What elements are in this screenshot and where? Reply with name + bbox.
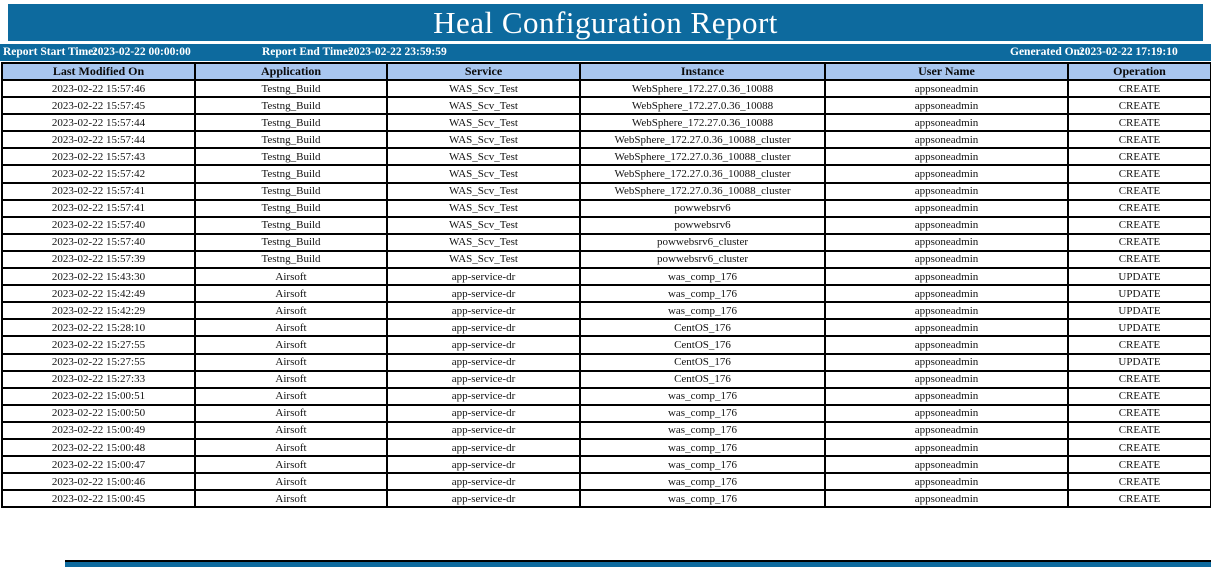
cell: WebSphere_172.27.0.36_10088_cluster (580, 165, 825, 182)
cell: Airsoft (195, 490, 387, 507)
cell: WAS_Scv_Test (387, 217, 580, 234)
cell: app-service-dr (387, 456, 580, 473)
cell: Airsoft (195, 268, 387, 285)
cell: 2023-02-22 15:00:51 (2, 388, 195, 405)
cell: UPDATE (1068, 302, 1211, 319)
cell: WAS_Scv_Test (387, 234, 580, 251)
cell: app-service-dr (387, 405, 580, 422)
table-row (2, 405, 1211, 422)
cell: appsoneadmin (825, 268, 1068, 285)
cell: 2023-02-22 15:57:45 (2, 97, 195, 114)
cell: app-service-dr (387, 439, 580, 456)
cell: CREATE (1068, 371, 1211, 388)
cell: 2023-02-22 15:57:44 (2, 114, 195, 131)
cell: Airsoft (195, 319, 387, 336)
cell: Testng_Build (195, 183, 387, 200)
column-header-operation: Operation (1068, 63, 1211, 80)
cell: Testng_Build (195, 200, 387, 217)
cell: appsoneadmin (825, 371, 1068, 388)
table-row (2, 80, 1211, 97)
cell: Testng_Build (195, 251, 387, 268)
generated-on-label: Generated On: (1010, 46, 1084, 58)
cell: CREATE (1068, 217, 1211, 234)
cell: 2023-02-22 15:00:46 (2, 473, 195, 490)
cell: CREATE (1068, 80, 1211, 97)
cell: CREATE (1068, 114, 1211, 131)
cell: WAS_Scv_Test (387, 183, 580, 200)
cell: appsoneadmin (825, 456, 1068, 473)
cell: 2023-02-22 15:57:39 (2, 251, 195, 268)
cell: was_comp_176 (580, 302, 825, 319)
table-row (2, 97, 1211, 114)
cell: UPDATE (1068, 319, 1211, 336)
cell: CentOS_176 (580, 319, 825, 336)
cell: Testng_Build (195, 217, 387, 234)
cell: Airsoft (195, 439, 387, 456)
cell: Airsoft (195, 336, 387, 353)
cell: CREATE (1068, 490, 1211, 507)
cell: 2023-02-22 15:42:49 (2, 285, 195, 302)
column-header-user-name: User Name (825, 63, 1068, 80)
cell: Airsoft (195, 473, 387, 490)
cell: 2023-02-22 15:57:44 (2, 131, 195, 148)
cell: 2023-02-22 15:00:47 (2, 456, 195, 473)
cell: 2023-02-22 15:00:49 (2, 422, 195, 439)
cell: UPDATE (1068, 285, 1211, 302)
cell: CREATE (1068, 183, 1211, 200)
cell: Testng_Build (195, 80, 387, 97)
cell: WebSphere_172.27.0.36_10088_cluster (580, 148, 825, 165)
cell: CentOS_176 (580, 336, 825, 353)
cell: CREATE (1068, 422, 1211, 439)
table-row (2, 319, 1211, 336)
cell: appsoneadmin (825, 148, 1068, 165)
cell: app-service-dr (387, 354, 580, 371)
cell: Airsoft (195, 302, 387, 319)
cell: CREATE (1068, 388, 1211, 405)
cell: Airsoft (195, 371, 387, 388)
cell: 2023-02-22 15:57:40 (2, 217, 195, 234)
cell: WebSphere_172.27.0.36_10088_cluster (580, 183, 825, 200)
cell: appsoneadmin (825, 131, 1068, 148)
cell: appsoneadmin (825, 200, 1068, 217)
column-header-instance: Instance (580, 63, 825, 80)
cell: 2023-02-22 15:28:10 (2, 319, 195, 336)
cell: 2023-02-22 15:57:42 (2, 165, 195, 182)
table-row (2, 302, 1211, 319)
table-row (2, 217, 1211, 234)
cell: appsoneadmin (825, 114, 1068, 131)
cell: Airsoft (195, 422, 387, 439)
table-row (2, 285, 1211, 302)
table-header (2, 63, 1211, 80)
cell: appsoneadmin (825, 490, 1068, 507)
report-end-time-label: Report End Time: (262, 46, 352, 58)
report-start-time-value: 2023-02-22 00:00:00 (92, 46, 191, 58)
cell: Airsoft (195, 388, 387, 405)
cell: appsoneadmin (825, 302, 1068, 319)
report-start-time-label: Report Start Time: (3, 46, 98, 58)
table-row (2, 371, 1211, 388)
cell: Airsoft (195, 405, 387, 422)
cell: Testng_Build (195, 148, 387, 165)
cell: app-service-dr (387, 422, 580, 439)
cell: WAS_Scv_Test (387, 114, 580, 131)
cell: CREATE (1068, 336, 1211, 353)
table-row (2, 131, 1211, 148)
report-title-banner (8, 4, 1203, 41)
cell: WAS_Scv_Test (387, 148, 580, 165)
cell: WAS_Scv_Test (387, 80, 580, 97)
cell: CREATE (1068, 148, 1211, 165)
table-row (2, 251, 1211, 268)
cell: app-service-dr (387, 285, 580, 302)
cell: CREATE (1068, 165, 1211, 182)
cell: appsoneadmin (825, 183, 1068, 200)
cell: app-service-dr (387, 302, 580, 319)
cell: app-service-dr (387, 319, 580, 336)
cell: appsoneadmin (825, 354, 1068, 371)
cell: WAS_Scv_Test (387, 131, 580, 148)
cell: appsoneadmin (825, 80, 1068, 97)
cell: 2023-02-22 15:57:41 (2, 200, 195, 217)
cell: CREATE (1068, 251, 1211, 268)
cell: 2023-02-22 15:00:50 (2, 405, 195, 422)
cell: Testng_Build (195, 131, 387, 148)
cell: appsoneadmin (825, 234, 1068, 251)
cell: WAS_Scv_Test (387, 97, 580, 114)
cell: appsoneadmin (825, 285, 1068, 302)
cell: app-service-dr (387, 268, 580, 285)
cell: appsoneadmin (825, 217, 1068, 234)
table-row (2, 200, 1211, 217)
cell: was_comp_176 (580, 422, 825, 439)
cell: 2023-02-22 15:57:46 (2, 80, 195, 97)
table-row (2, 439, 1211, 456)
cell: 2023-02-22 15:00:45 (2, 490, 195, 507)
table-body (2, 80, 1211, 507)
cell: appsoneadmin (825, 422, 1068, 439)
cell: CREATE (1068, 97, 1211, 114)
cell: was_comp_176 (580, 268, 825, 285)
cell: UPDATE (1068, 354, 1211, 371)
column-header-application: Application (195, 63, 387, 80)
cell: CREATE (1068, 473, 1211, 490)
cell: was_comp_176 (580, 473, 825, 490)
page-title: Heal Configuration Report (433, 5, 778, 40)
cell: 2023-02-22 15:57:40 (2, 234, 195, 251)
cell: appsoneadmin (825, 388, 1068, 405)
table-row (2, 268, 1211, 285)
cell: CREATE (1068, 234, 1211, 251)
cell: was_comp_176 (580, 388, 825, 405)
cell: powwebsrv6 (580, 217, 825, 234)
cell: WebSphere_172.27.0.36_10088 (580, 80, 825, 97)
cell: appsoneadmin (825, 97, 1068, 114)
cell: appsoneadmin (825, 251, 1068, 268)
cell: CentOS_176 (580, 354, 825, 371)
cell: app-service-dr (387, 490, 580, 507)
cell: was_comp_176 (580, 439, 825, 456)
cell: was_comp_176 (580, 490, 825, 507)
column-header-last-modified-on: Last Modified On (2, 63, 195, 80)
cell: appsoneadmin (825, 473, 1068, 490)
table-row (2, 354, 1211, 371)
table-row (2, 165, 1211, 182)
cell: WebSphere_172.27.0.36_10088_cluster (580, 131, 825, 148)
table-row (2, 114, 1211, 131)
cell: powwebsrv6 (580, 200, 825, 217)
cell: 2023-02-22 15:27:55 (2, 336, 195, 353)
table-row (2, 422, 1211, 439)
cell: 2023-02-22 15:42:29 (2, 302, 195, 319)
table-row (2, 183, 1211, 200)
cell: was_comp_176 (580, 405, 825, 422)
report-meta-bar (0, 44, 1211, 61)
cell: 2023-02-22 15:27:33 (2, 371, 195, 388)
column-header-service: Service (387, 63, 580, 80)
cell: 2023-02-22 15:57:41 (2, 183, 195, 200)
cell: app-service-dr (387, 371, 580, 388)
table-row (2, 456, 1211, 473)
cell: 2023-02-22 15:43:30 (2, 268, 195, 285)
config-report-table (1, 62, 1211, 508)
table-row (2, 473, 1211, 490)
cell: CREATE (1068, 439, 1211, 456)
cell: Airsoft (195, 456, 387, 473)
cell: Testng_Build (195, 114, 387, 131)
table-row (2, 490, 1211, 507)
cell: powwebsrv6_cluster (580, 251, 825, 268)
report-end-time-value: 2023-02-22 23:59:59 (348, 46, 447, 58)
cell: Testng_Build (195, 97, 387, 114)
next-page-band-sliver (65, 560, 1211, 567)
cell: powwebsrv6_cluster (580, 234, 825, 251)
cell: CentOS_176 (580, 371, 825, 388)
cell: was_comp_176 (580, 285, 825, 302)
cell: UPDATE (1068, 268, 1211, 285)
cell: Testng_Build (195, 165, 387, 182)
cell: Airsoft (195, 285, 387, 302)
cell: 2023-02-22 15:27:55 (2, 354, 195, 371)
cell: Testng_Build (195, 234, 387, 251)
cell: app-service-dr (387, 336, 580, 353)
cell: appsoneadmin (825, 405, 1068, 422)
cell: WAS_Scv_Test (387, 165, 580, 182)
cell: Airsoft (195, 354, 387, 371)
cell: WAS_Scv_Test (387, 200, 580, 217)
cell: WebSphere_172.27.0.36_10088 (580, 114, 825, 131)
cell: appsoneadmin (825, 319, 1068, 336)
cell: CREATE (1068, 456, 1211, 473)
cell: was_comp_176 (580, 456, 825, 473)
cell: 2023-02-22 15:00:48 (2, 439, 195, 456)
cell: WebSphere_172.27.0.36_10088 (580, 97, 825, 114)
table-row (2, 388, 1211, 405)
cell: CREATE (1068, 200, 1211, 217)
cell: appsoneadmin (825, 165, 1068, 182)
cell: CREATE (1068, 405, 1211, 422)
cell: appsoneadmin (825, 439, 1068, 456)
cell: WAS_Scv_Test (387, 251, 580, 268)
cell: appsoneadmin (825, 336, 1068, 353)
table-row (2, 336, 1211, 353)
generated-on-value: 2023-02-22 17:19:10 (1079, 46, 1178, 58)
cell: app-service-dr (387, 473, 580, 490)
table-row (2, 148, 1211, 165)
table-row (2, 234, 1211, 251)
cell: 2023-02-22 15:57:43 (2, 148, 195, 165)
table-header-row (2, 63, 1211, 80)
cell: CREATE (1068, 131, 1211, 148)
cell: app-service-dr (387, 388, 580, 405)
